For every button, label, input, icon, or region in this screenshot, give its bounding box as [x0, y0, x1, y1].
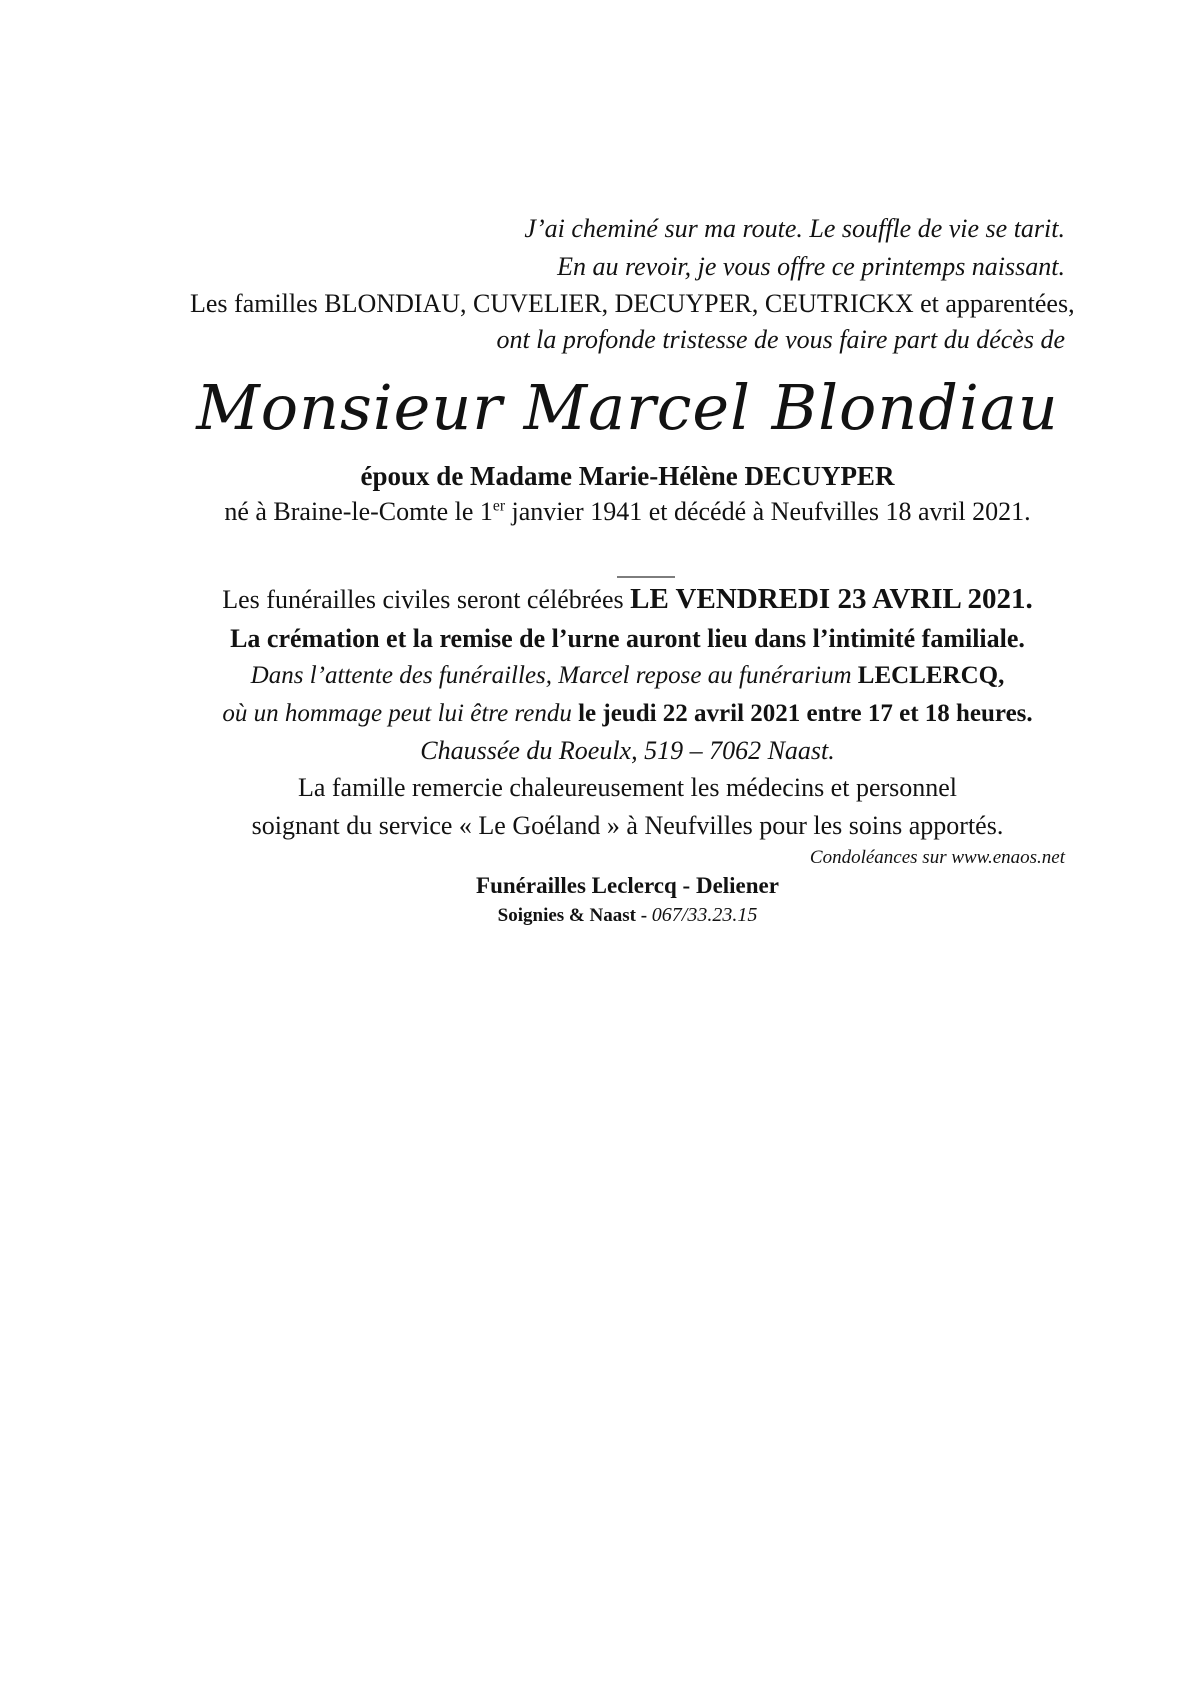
sorrow-line: ont la profonde tristesse de vous faire part du décès de — [496, 325, 1065, 354]
funerals-intro: Les funérailles civiles seront célébrées — [222, 585, 631, 614]
funerals-line — [190, 578, 1065, 621]
cremation-line: La crémation et la remise de l’urne auront lieu dans l’intimité familiale. — [230, 624, 1025, 653]
footer-phone: 067/33.23.15 — [651, 904, 758, 926]
funeral-home-name: LECLERCQ, — [857, 662, 1005, 689]
epigraph-line-2: En au revoir, je vous offre ce printemps naissant. — [557, 252, 1065, 281]
ordinal-superscript: er — [492, 497, 506, 515]
deceased-name: Monsieur Marcel Blondiau — [196, 371, 1059, 444]
section-divider-rule — [617, 576, 675, 578]
footer-contact-line — [190, 901, 1065, 930]
attente-intro: Dans l’attente des funérailles, Marcel repose au funérarium — [250, 662, 858, 689]
funerals-date: LE VENDREDI 23 AVRIL 2021. — [630, 583, 1033, 615]
spouse-line: époux de Madame Marie-Hélène DECUYPER — [360, 461, 895, 491]
footer-funeral-home: Funérailles Leclercq - Deliener — [476, 873, 779, 898]
condolences-line: Condoléances sur www.enaos.net — [809, 847, 1065, 868]
birth-death-line — [190, 494, 1065, 530]
epigraph-line-1: J’ai cheminé sur ma route. Le souffle de vie se tarit. — [524, 214, 1065, 243]
hommage-intro: où un hommage peut lui être rendu — [222, 700, 579, 727]
thanks-line-2: soignant du service « Le Goéland » à Neufvilles pour les soins apportés. — [251, 811, 1004, 840]
families-line: Les familles BLONDIAU, CUVELIER, DECUYPER, CEUTRICKX et apparentées, — [190, 289, 1075, 318]
death-notice-content — [190, 210, 1075, 930]
birth-death-suffix: janvier 1941 et décédé à Neufvilles 18 avril 2021. — [505, 497, 1031, 526]
footer-locations: Soignies & Naast - — [497, 905, 652, 926]
thanks-paragraph — [190, 769, 1065, 845]
repose-paragraph — [190, 657, 1065, 733]
epigraph — [190, 210, 1065, 286]
thanks-line-1: La famille remercie chaleureusement les médecins et personnel — [297, 773, 958, 802]
birth-death-prefix: né à Braine-le-Comte le 1 — [224, 497, 493, 526]
hommage-date: le jeudi 22 avril 2021 entre 17 et 18 heures. — [578, 700, 1033, 727]
address-line: Chaussée du Roeulx, 519 – 7062 Naast. — [420, 736, 835, 765]
